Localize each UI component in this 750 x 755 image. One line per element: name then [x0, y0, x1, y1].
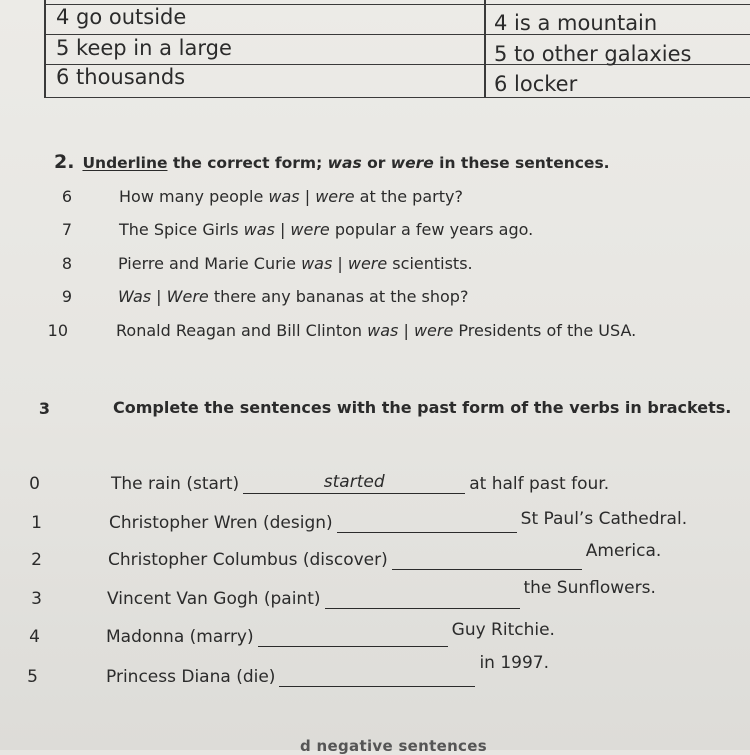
section-3-heading: Complete the sentences with the past form of the verbs in brackets. [113, 398, 732, 417]
sentence-number: 1 [31, 513, 42, 533]
sentence-ending: the Sunflowers. [523, 578, 656, 598]
table-cell-left: 4 go outside [56, 5, 187, 29]
sentence-prompt: The rain (start) [111, 474, 240, 494]
sentence-prompt: Madonna (marry) [106, 627, 254, 647]
gap-fill-sentence [109, 509, 688, 533]
sentence-number: 3 [31, 589, 42, 609]
table-cell-right: 4 is a mountain [494, 11, 658, 35]
section-3-number: 3 [38, 399, 50, 418]
sentence-number: 6 [61, 187, 72, 206]
sentence-suffix: scientists. [387, 254, 473, 273]
sentence-text [119, 220, 533, 239]
sentence-prompt: Princess Diana (die) [106, 667, 276, 687]
choice-was[interactable]: was [268, 187, 300, 206]
gap-fill-sentence [106, 653, 550, 687]
choice-separator: | [332, 254, 348, 273]
sentence-number: 0 [29, 474, 40, 494]
section-2-heading [54, 151, 610, 173]
sentence-suffix: Presidents of the USA. [453, 321, 637, 340]
sentence-prefix: Pierre and Marie Curie [118, 254, 302, 273]
answer-blank[interactable] [243, 474, 465, 494]
sentence-suffix: there any bananas at the shop? [208, 287, 469, 306]
sentence-suffix: at the party? [354, 187, 463, 206]
sentence-text [118, 287, 468, 306]
choice-were[interactable]: Were [166, 287, 209, 306]
sentence-text [119, 187, 463, 206]
underline-word: Underline [82, 154, 168, 172]
choice-were[interactable]: were [315, 187, 355, 206]
gap-fill-sentence [107, 578, 656, 609]
sentence-suffix: popular a few years ago. [329, 220, 534, 239]
heading-was: was [327, 154, 362, 172]
sentence-number: 8 [61, 254, 72, 273]
sentence-ending: St Paul’s Cathedral. [520, 509, 688, 529]
heading-were: were [390, 154, 434, 172]
sentence-prefix: The Spice Girls [119, 220, 244, 239]
sentence-ending: in 1997. [479, 653, 550, 673]
choice-was[interactable]: was [367, 321, 399, 340]
gap-fill-sentence [108, 541, 662, 570]
section-number: 2. [54, 151, 75, 173]
choice-separator: | [274, 220, 291, 239]
table-cell-left: 5 keep in a large [56, 36, 232, 60]
cut-off-footer-text: d negative sentences [300, 737, 487, 755]
sentence-prompt: Christopher Wren (design) [109, 513, 333, 533]
choice-was[interactable]: Was [118, 287, 152, 306]
answer-blank[interactable] [337, 513, 517, 533]
choice-were[interactable]: were [347, 254, 388, 273]
sentence-number: 9 [61, 287, 72, 306]
sentence-prefix: How many people [119, 187, 269, 206]
heading-text: the correct form; [167, 154, 328, 172]
sentence-prompt: Christopher Columbus (discover) [108, 550, 388, 570]
sentence-prefix: Ronald Reagan and Bill Clinton [116, 321, 368, 340]
table-cell-right: 5 to other galaxies [494, 42, 692, 66]
choice-separator: | [151, 287, 167, 306]
choice-separator: | [299, 187, 316, 206]
answer-blank[interactable] [325, 589, 520, 609]
sentence-prompt: Vincent Van Gogh (paint) [107, 589, 321, 609]
heading-text: or [361, 154, 391, 172]
answer-text: started [323, 472, 385, 492]
sentence-ending: America. [585, 541, 662, 561]
sentence-number: 7 [61, 220, 72, 239]
choice-were[interactable]: were [413, 321, 454, 340]
gap-fill-sentence [111, 474, 609, 494]
answer-blank[interactable] [258, 627, 448, 647]
choice-separator: | [398, 321, 414, 340]
table-cell-right: 6 locker [494, 72, 578, 96]
sentence-number: 10 [47, 321, 68, 340]
heading-text: in these sentences. [433, 154, 610, 172]
sentence-number: 2 [31, 550, 42, 570]
sentence-number: 4 [29, 627, 40, 647]
choice-was[interactable]: was [243, 220, 275, 239]
table-cell-left: 6 thousands [56, 65, 186, 89]
sentence-text [116, 321, 636, 340]
gap-fill-sentence [106, 620, 555, 647]
choice-were[interactable]: were [290, 220, 330, 239]
sentence-ending: Guy Ritchie. [451, 620, 555, 640]
sentence-ending: at half past four. [469, 474, 610, 494]
answer-blank[interactable] [392, 550, 582, 570]
sentence-text [118, 254, 473, 273]
sentence-number: 5 [27, 667, 38, 687]
answer-blank[interactable] [279, 667, 475, 687]
choice-was[interactable]: was [301, 254, 333, 273]
